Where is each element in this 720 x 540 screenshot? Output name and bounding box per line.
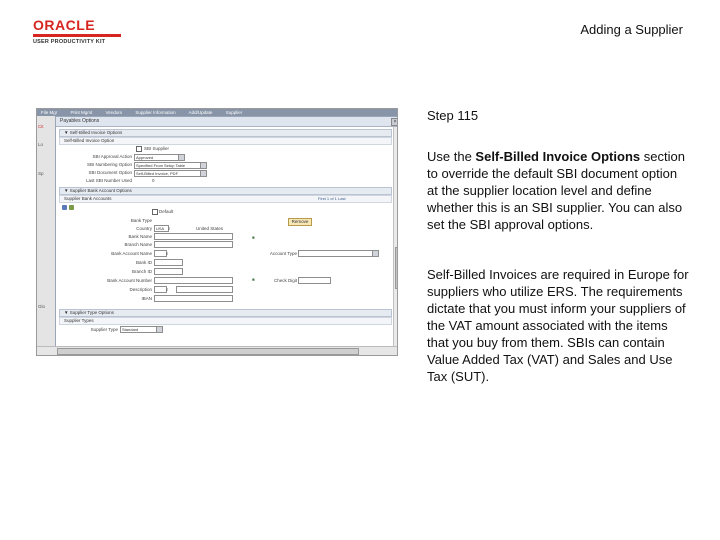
chevron-down-icon xyxy=(200,171,206,176)
supplier-type-section[interactable]: ▼ Supplier Type Options xyxy=(59,309,392,317)
nav-item[interactable]: Supplier Information xyxy=(135,110,176,115)
scroll-thumb[interactable] xyxy=(57,348,359,355)
select-value: Self-Billed Invoice, PDF xyxy=(136,171,179,176)
description-text-input[interactable] xyxy=(176,286,233,293)
subsection-label: Self-Billed Invoice Option xyxy=(64,138,115,143)
explanation-paragraph: Self-Billed Invoices are required in Europe for suppliers who utilize ERS. The requirements dictate that you must inform your suppliers of the VAT amount associated with the items that you buy from them. SBIs can contain Value Added Tax (VAT) and Sales and Use Tax (SUT). xyxy=(427,267,689,384)
oracle-logo xyxy=(33,18,125,50)
view-all-icon[interactable] xyxy=(62,205,67,210)
instruction-paragraph xyxy=(427,148,689,233)
branch-id-input[interactable] xyxy=(154,268,183,275)
nav-item[interactable]: Print Mgmt xyxy=(70,110,93,115)
bank-options-section[interactable]: ▼ Supplier Bank Account Options xyxy=(59,187,392,195)
check-digit-label: Check Digit xyxy=(273,278,297,283)
default-radio[interactable] xyxy=(152,209,158,215)
sbi-option-subsection xyxy=(59,137,392,145)
nav-item[interactable]: File Mgr xyxy=(41,110,58,115)
application-screenshot xyxy=(36,108,398,356)
subsection-label: Supplier Types xyxy=(64,318,94,323)
left-tag: Sp xyxy=(38,171,44,176)
left-tag: Glo xyxy=(38,304,46,309)
sbi-numbering-select[interactable] xyxy=(134,162,207,169)
dialog-title: Payables Options xyxy=(56,117,398,127)
chevron-down-icon xyxy=(178,155,184,160)
select-value: Specified From Setup Table xyxy=(136,163,186,168)
chevron-down-icon xyxy=(156,327,162,332)
bank-field-label: Bank Type xyxy=(130,218,152,223)
brand-subtitle: USER PRODUCTIVITY KIT xyxy=(33,39,106,45)
instruction-text: section to override the default SBI document option at the supplier location level and define whether this is an SBI supplier. You can also set the SBI approval options. xyxy=(427,149,685,232)
bank-field-label: Branch ID xyxy=(131,269,152,274)
sbi-approval-select[interactable] xyxy=(134,154,185,161)
bank-field-label: IBAN xyxy=(141,296,152,301)
sbi-numbering-label: SBI Numbering Option xyxy=(86,162,132,167)
chevron-down-icon xyxy=(200,163,206,168)
last-sbi-number-value: 0 xyxy=(152,178,155,183)
sbi-options-section[interactable]: ▼ Self-Billed Invoice Options xyxy=(59,129,392,137)
subsection-label: Supplier Bank Accounts xyxy=(64,196,112,201)
lock-icon: ■ xyxy=(252,235,255,240)
sbi-supplier-label: SBI Supplier xyxy=(144,146,170,151)
account-type-label: Account Type xyxy=(269,251,297,256)
vertical-scrollbar[interactable] xyxy=(393,127,398,346)
bank-field-label: Branch Name xyxy=(124,242,152,247)
left-tag: Lo xyxy=(38,142,44,147)
branch-name-input[interactable] xyxy=(154,241,233,248)
left-background-page xyxy=(37,116,56,347)
sbi-approval-label: SBI Approval Action xyxy=(92,154,132,159)
brand-name: ORACLE xyxy=(33,17,96,33)
section-label: Self-Billed Invoice Options xyxy=(69,130,123,135)
instruction-emphasis: Self-Billed Invoice Options xyxy=(475,149,641,164)
supplier-types-subsection xyxy=(59,317,392,325)
sbi-supplier-checkbox[interactable] xyxy=(136,146,142,152)
horizontal-scrollbar[interactable] xyxy=(37,346,397,355)
lookup-icon[interactable]: ⌕ xyxy=(166,287,169,292)
bank-account-number-input[interactable] xyxy=(154,277,233,284)
country-input[interactable] xyxy=(154,225,169,232)
lock-icon: ■ xyxy=(252,277,255,282)
bank-field-label: Bank Account Number xyxy=(107,278,152,283)
remove-button[interactable]: Remove xyxy=(288,218,312,226)
left-tag: Cit xyxy=(38,124,44,129)
add-row-icon[interactable] xyxy=(69,205,74,210)
nav-item[interactable]: Supplier xyxy=(225,110,243,115)
last-sbi-number-label: Last SBI Number Used xyxy=(85,178,132,183)
close-icon[interactable]: × xyxy=(391,118,398,126)
nav-item[interactable]: Add/Update xyxy=(188,110,213,115)
check-digit-input[interactable] xyxy=(298,277,331,284)
sbi-document-label: SBI Document Option xyxy=(88,170,132,175)
default-label: Default xyxy=(159,209,174,214)
bank-id-input[interactable] xyxy=(154,259,183,266)
sbi-document-select[interactable] xyxy=(134,170,207,177)
select-value: Standard xyxy=(122,327,139,332)
select-value: Approved xyxy=(136,155,154,160)
lookup-icon[interactable]: ⌕ xyxy=(168,226,171,231)
bank-name-input[interactable] xyxy=(154,233,233,240)
supplier-type-label: Supplier Type xyxy=(90,327,118,332)
bank-field-label: Country xyxy=(136,226,152,231)
iban-input[interactable] xyxy=(154,295,233,302)
brand-rule xyxy=(33,34,121,37)
payables-options-dialog xyxy=(55,116,398,347)
bank-field-label: Description xyxy=(129,287,152,292)
section-label: Supplier Bank Account Options xyxy=(69,188,132,193)
bank-field-label: Bank Account Name xyxy=(111,251,152,256)
country-description: United States xyxy=(196,226,224,231)
bank-field-label: Bank Name xyxy=(128,234,152,239)
app-nav-bar xyxy=(37,109,397,116)
step-label: Step 115 xyxy=(427,108,479,123)
bank-field-label: Bank ID xyxy=(135,260,152,265)
bank-pager[interactable]: First 1 of 1 Last xyxy=(318,196,346,201)
scroll-thumb[interactable] xyxy=(395,247,398,289)
page-title: Adding a Supplier xyxy=(580,22,683,37)
lookup-icon[interactable]: ⌕ xyxy=(166,251,169,256)
account-type-select[interactable] xyxy=(298,250,379,257)
nav-item[interactable]: Vendors xyxy=(105,110,123,115)
supplier-type-select[interactable] xyxy=(120,326,163,333)
chevron-down-icon xyxy=(372,251,378,256)
instruction-text: Use the xyxy=(427,149,476,164)
section-label: Supplier Type Options xyxy=(69,310,114,315)
input-value: USA xyxy=(156,226,165,231)
